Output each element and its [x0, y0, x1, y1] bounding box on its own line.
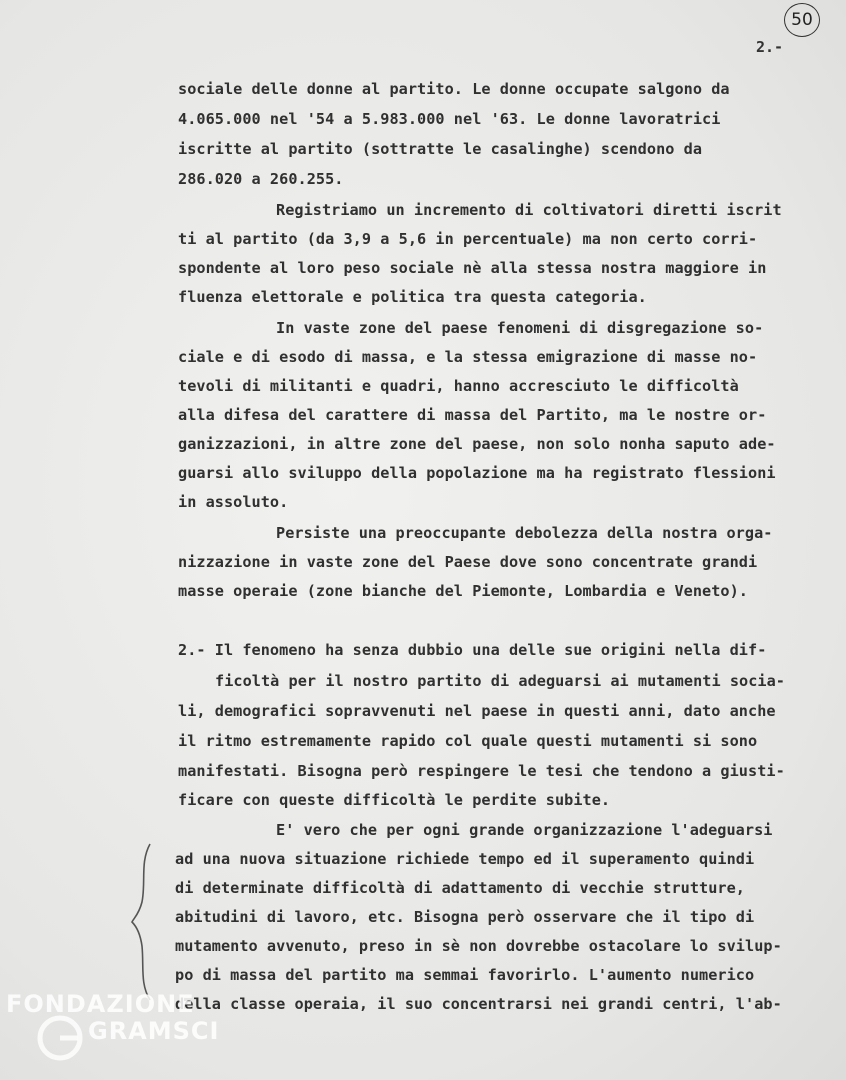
- text-line: 2.- Il fenomeno ha senza dubbio una delle sue origini nella dif-: [178, 641, 767, 659]
- watermark-line1: FONDAZIONE: [6, 990, 195, 1018]
- text-line: fluenza elettorale e politica tra questa categoria.: [178, 288, 647, 306]
- text-line: manifestati. Bisogna però respingere le tesi che tendono a giusti-: [178, 762, 785, 780]
- text-line: sociale delle donne al partito. Le donne occupate salgono da: [178, 80, 730, 98]
- text-line: il ritmo estremamente rapido col quale questi mutamenti si sono: [178, 732, 758, 750]
- text-line: ganizzazioni, in altre zone del paese, non solo nonha saputo ade-: [178, 435, 776, 453]
- text-line: della classe operaia, il suo concentrarsi nei grandi centri, l'ab-: [175, 995, 782, 1013]
- text-line: mutamento avvenuto, preso in sè non dovrebbe ostacolare lo svilup-: [175, 937, 782, 955]
- text-line: nizzazione in vaste zone del Paese dove sono concentrate grandi: [178, 553, 758, 571]
- text-line: In vaste zone del paese fenomeni di disgregazione so-: [276, 319, 764, 337]
- text-line: ti al partito (da 3,9 a 5,6 in percentuale) ma non certo corri-: [178, 230, 758, 248]
- text-line: di determinate difficoltà di adattamento di vecchie strutture,: [175, 879, 746, 897]
- text-line: abitudini di lavoro, etc. Bisogna però osservare che il tipo di: [175, 908, 755, 926]
- text-line: alla difesa del carattere di massa del Partito, ma le nostre or-: [178, 406, 767, 424]
- text-line: masse operaie (zone bianche del Piemonte, Lombardia e Veneto).: [178, 582, 749, 600]
- archive-number-circle: 50: [784, 3, 820, 37]
- text-line: tevoli di militanti e quadri, hanno accresciuto le difficoltà: [178, 377, 739, 395]
- text-line: ficare con queste difficoltà le perdite subite.: [178, 791, 611, 809]
- text-line: 286.020 a 260.255.: [178, 170, 344, 188]
- watermark-g-icon: [36, 1014, 84, 1062]
- foundation-watermark: [0, 982, 260, 1080]
- text-line: in assoluto.: [178, 493, 289, 511]
- text-line: ficoltà per il nostro partito di adeguarsi ai mutamenti socia-: [215, 672, 786, 690]
- text-line: E' vero che per ogni grande organizzazione l'adeguarsi: [276, 821, 773, 839]
- text-line: po di massa del partito ma semmai favorirlo. L'aumento numerico: [175, 966, 755, 984]
- watermark-line2: GRAMSCI: [88, 1017, 220, 1045]
- text-line: guarsi allo sviluppo della popolazione ma ha registrato flessioni: [178, 464, 776, 482]
- handwritten-brace-mark: [128, 842, 158, 1002]
- text-line: ciale e di esodo di massa, e la stessa emigrazione di masse no-: [178, 348, 758, 366]
- text-line: Registriamo un incremento di coltivatori diretti iscrit: [276, 201, 782, 219]
- text-line: iscritte al partito (sottratte le casalinghe) scendono da: [178, 140, 703, 158]
- text-line: 4.065.000 nel '54 a 5.983.000 nel '63. Le donne lavoratrici: [178, 110, 721, 128]
- text-line: li, demografici sopravvenuti nel paese in questi anni, dato anche: [178, 702, 776, 720]
- text-line: spondente al loro peso sociale nè alla stessa nostra maggiore in: [178, 259, 767, 277]
- text-line: ad una nuova situazione richiede tempo ed il superamento quindi: [175, 850, 755, 868]
- page-number: 2.-: [756, 38, 784, 56]
- text-line: Persiste una preoccupante debolezza della nostra orga-: [276, 524, 773, 542]
